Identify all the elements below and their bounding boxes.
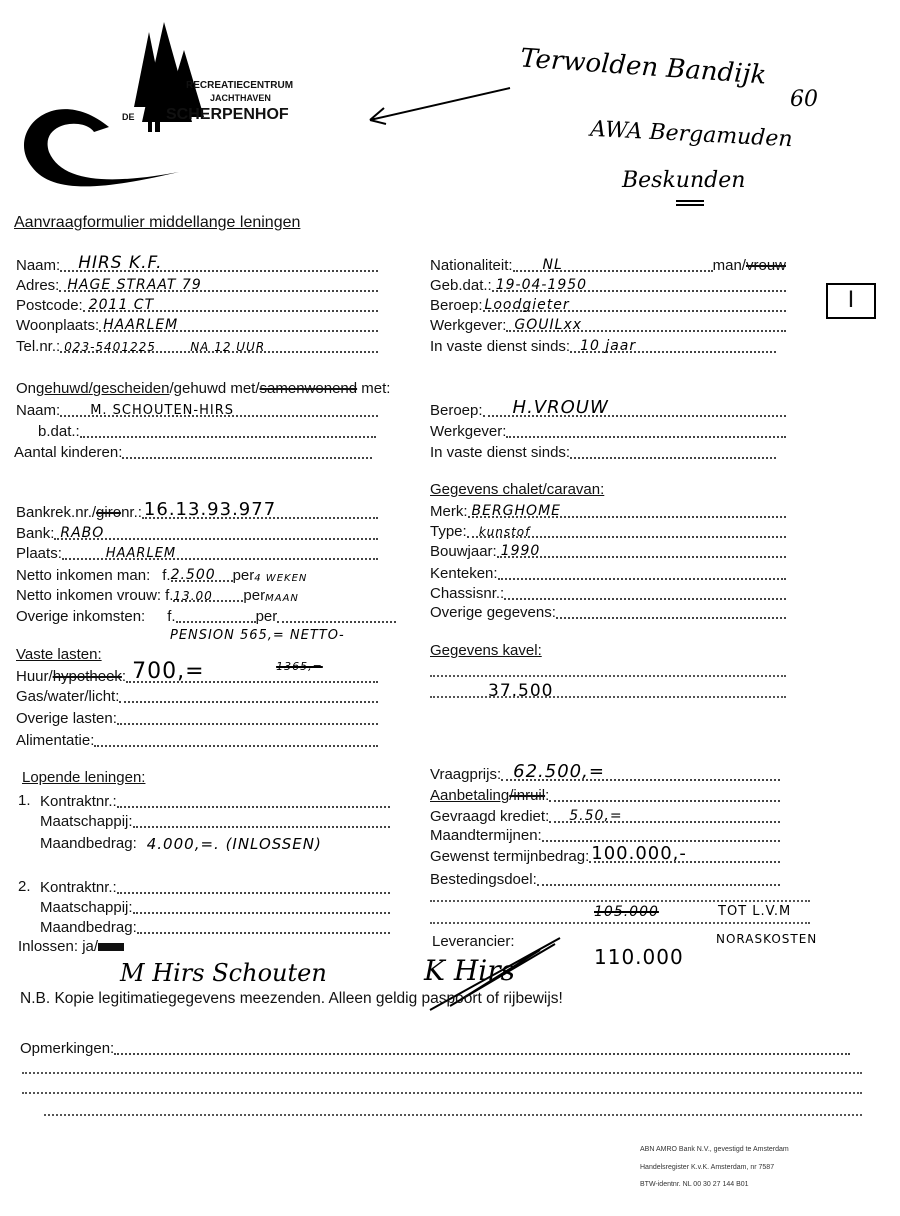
- form-title: Aanvraagformulier middellange leningen: [14, 214, 301, 231]
- huur-label-a: Huur/: [16, 668, 53, 685]
- maandbedrag-label: Maandbedrag:: [40, 835, 137, 852]
- loan1-maatschappij-field[interactable]: [40, 812, 390, 830]
- chalet-heading: Gegevens chalet/caravan:: [430, 481, 605, 498]
- bestedingsdoel-value-struck: 105.000: [594, 904, 659, 920]
- huur-value: 700,=: [132, 659, 205, 684]
- per-label: per: [255, 608, 278, 625]
- loan1-maandbedrag-value: 4.000,=. (INLOSSEN): [146, 835, 322, 853]
- type-value: kunstof: [478, 525, 531, 539]
- adres-field[interactable]: [16, 276, 378, 294]
- loan2-kontrakt-field[interactable]: [40, 878, 390, 896]
- naam-field[interactable]: [16, 253, 378, 274]
- bank-label: Bank:: [16, 525, 55, 542]
- opmerkingen-line-3[interactable]: [22, 1092, 862, 1094]
- merk-label: Merk:: [430, 503, 468, 520]
- status-samenwonend-struck: samenwonend: [259, 380, 358, 397]
- opmerkingen-label: Opmerkingen:: [20, 1040, 115, 1057]
- applicant-signature: M Hirs Schouten: [120, 959, 327, 987]
- bestedingsdoel-line-2[interactable]: [430, 900, 810, 902]
- bestedingsdoel-line-3[interactable]: [430, 922, 810, 924]
- naam-label: Naam:: [16, 257, 61, 274]
- lender-signature: K Hirs: [424, 954, 515, 987]
- leverancier-label: Leverancier:: [432, 933, 515, 950]
- nb-note: N.B. Kopie legitimatiegegevens meezenden. Alleen geldig paspoort of rijbewijs!: [20, 990, 563, 1007]
- partner-bdat-label: b.dat.:: [38, 423, 80, 440]
- bankrek-label-a: Bankrek.nr./: [16, 504, 97, 521]
- kavel-value: 37.500: [488, 681, 554, 701]
- partner-dienst-label: In vaste dienst sinds:: [430, 444, 571, 461]
- partner-beroep-field[interactable]: [430, 397, 786, 419]
- postcode-value: 2011 CT: [88, 297, 155, 313]
- dienst-label: In vaste dienst sinds:: [430, 338, 571, 355]
- inkomen-man-period: 4 WEKEN: [254, 573, 308, 584]
- logo-name: SCHERPENHOF: [166, 106, 289, 123]
- dienst-value: 10 jaar: [580, 338, 637, 354]
- bankrek-label-c: nr.:: [121, 504, 142, 521]
- leverancier-note: NORASKOSTEN: [716, 932, 818, 946]
- kontrakt-label: Kontraktnr.:: [40, 793, 117, 810]
- partner-beroep-label: Beroep:: [430, 402, 483, 419]
- inkomen-vrouw-period: MAAN: [265, 593, 299, 604]
- bank-value: RABO: [60, 525, 105, 541]
- opmerkingen-line-4[interactable]: [44, 1114, 862, 1116]
- termijnbedrag-value: 100.000,-: [591, 843, 687, 864]
- annotation-number: 60: [790, 87, 818, 112]
- inlossen-field[interactable]: [18, 938, 124, 956]
- pension-note: PENSION 565,= NETTO-: [170, 628, 345, 643]
- krediet-field[interactable]: [430, 807, 780, 825]
- termijnen-label: Maandtermijnen:: [430, 827, 542, 844]
- status-gehuwd-met: /gehuwd met/: [169, 380, 260, 397]
- kavel-line-2[interactable]: [430, 696, 786, 698]
- kavel-heading: Gegevens kavel:: [430, 642, 542, 659]
- plaats-field[interactable]: [16, 544, 378, 562]
- bankrek-label: [16, 504, 142, 521]
- overige-gegevens-field[interactable]: [430, 603, 786, 621]
- nationaliteit-field[interactable]: [430, 256, 786, 274]
- arrow-icon: [360, 80, 520, 130]
- logo-prefix: DE: [122, 112, 135, 122]
- woonplaats-label: Woonplaats:: [16, 317, 100, 334]
- vraagprijs-label: Vraagprijs:: [430, 766, 502, 783]
- inkomen-man-value: 2.500: [170, 567, 216, 583]
- footer-line-1: ABN AMRO Bank N.V., gevestigd te Amsterdam: [640, 1146, 789, 1153]
- termijnbedrag-label: Gewenst termijnbedrag:: [430, 848, 590, 865]
- tel-field[interactable]: [16, 337, 378, 355]
- werkgever-value: GOUILxx: [514, 317, 583, 333]
- krediet-value: 5.50,=: [569, 808, 623, 824]
- krediet-label: Gevraagd krediet:: [430, 808, 550, 825]
- huur-label-hypotheek-struck: hypotheek: [52, 668, 122, 685]
- loan-2-number: 2.: [18, 878, 31, 895]
- huur-label-c: :: [121, 668, 127, 685]
- loan2-maandbedrag-field[interactable]: [40, 918, 390, 936]
- aanbetaling-label-a: Aanbetaling: [430, 787, 510, 804]
- partner-naam-field[interactable]: [16, 401, 378, 419]
- annotation-address: Terwolden Bandijk: [519, 43, 768, 91]
- kenteken-field[interactable]: [430, 564, 786, 582]
- bestedingsdoel-label: Bestedingsdoel:: [430, 871, 537, 888]
- beroep-label: Beroep:: [430, 297, 483, 314]
- inkomen-vrouw-value: 13.00: [173, 589, 213, 603]
- gas-label: Gas/water/licht:: [16, 688, 120, 705]
- vraagprijs-value: 62.500,=: [513, 761, 605, 782]
- huur-note: 1365,=: [276, 660, 323, 673]
- kenteken-label: Kenteken:: [430, 565, 498, 582]
- bankrek-field[interactable]: [16, 499, 378, 521]
- per-label: per: [232, 567, 255, 584]
- alimentatie-label: Alimentatie:: [16, 732, 95, 749]
- huur-label: [16, 668, 126, 685]
- naam-value: HIRS K.F.: [78, 253, 163, 273]
- merk-field[interactable]: [430, 502, 786, 520]
- footer-line-3: BTW-identnr. NL 00 30 27 144 B01: [640, 1181, 749, 1188]
- overige-inkomsten-field[interactable]: [16, 607, 396, 625]
- partner-beroep-value: H.VROUW: [512, 397, 609, 418]
- lopende-leningen-heading: Lopende leningen:: [22, 769, 146, 786]
- currency: f.: [165, 587, 174, 604]
- maatschappij-label: Maatschappij:: [40, 813, 133, 830]
- loan1-maandbedrag-field[interactable]: [40, 834, 390, 852]
- maatschappij-label: Maatschappij:: [40, 899, 133, 916]
- kontrakt-label: Kontraktnr.:: [40, 879, 117, 896]
- bankrek-value: 16.13.93.977: [143, 499, 277, 520]
- inkomen-vrouw-field[interactable]: [16, 586, 396, 604]
- bestedingsdoel-field[interactable]: [430, 870, 780, 888]
- inkomen-man-label: Netto inkomen man:: [16, 567, 151, 584]
- nationaliteit-label: Nationaliteit:: [430, 257, 513, 274]
- bank-field[interactable]: [16, 524, 378, 542]
- company-logo: [14, 22, 334, 202]
- merk-value: BERGHOME: [471, 503, 561, 519]
- termijnbedrag-field[interactable]: [430, 843, 780, 865]
- overige-gegevens-label: Overige gegevens:: [430, 604, 556, 621]
- annotation-box: I: [826, 283, 876, 319]
- status-met: met:: [357, 380, 391, 397]
- overige-lasten-label: Overige lasten:: [16, 710, 117, 727]
- adres-label: Adres:: [16, 277, 60, 294]
- gas-field[interactable]: [16, 687, 378, 705]
- tel-note: NA 12 UUR: [190, 340, 266, 354]
- vaste-lasten-heading: Vaste lasten:: [16, 646, 102, 663]
- maandbedrag-label: Maandbedrag:: [40, 919, 137, 936]
- beroep-field[interactable]: [430, 296, 786, 314]
- aanbetaling-field[interactable]: [430, 786, 780, 804]
- gebdat-label: Geb.dat.:: [430, 277, 492, 294]
- partner-dienst-field[interactable]: [430, 443, 776, 461]
- partner-werkgever-label: Werkgever:: [430, 423, 507, 440]
- bankrek-label-giro-struck: giro: [96, 504, 122, 521]
- inkomen-vrouw-label: Netto inkomen vrouw:: [16, 587, 162, 604]
- inkomen-man-field[interactable]: [16, 566, 396, 584]
- aanbetaling-inruil-struck: /inruil: [509, 787, 546, 804]
- gebdat-value: 19-04-1950: [495, 277, 588, 293]
- annotation-org: AWA Bergamuden: [589, 116, 794, 153]
- dienst-field[interactable]: [430, 337, 776, 355]
- woonplaats-value: HAARLEM: [103, 317, 179, 333]
- partner-werkgever-field[interactable]: [430, 422, 786, 440]
- bouwjaar-field[interactable]: [430, 542, 786, 560]
- aanbetaling-label: [430, 787, 549, 804]
- type-label: Type:: [430, 523, 467, 540]
- bestedingsdoel-note: TOT L.V.M: [718, 904, 792, 919]
- partner-naam-label: Naam:: [16, 402, 61, 419]
- adres-value: HAGE STRAAT 79: [67, 277, 202, 293]
- kinderen-field[interactable]: [14, 443, 372, 461]
- opmerkingen-field[interactable]: [20, 1039, 850, 1057]
- chassis-field[interactable]: [430, 584, 786, 602]
- kavel-line-1[interactable]: [430, 675, 786, 677]
- currency: f.: [162, 567, 171, 584]
- postcode-field[interactable]: [16, 296, 378, 314]
- logo-line1: RECREATIECENTRUM: [186, 80, 294, 91]
- kinderen-label: Aantal kinderen:: [14, 444, 123, 461]
- per-label: per: [243, 587, 266, 604]
- woonplaats-field[interactable]: [16, 316, 378, 334]
- opmerkingen-line-2[interactable]: [22, 1072, 862, 1074]
- footer-line-2: Handelsregister K.v.K. Amsterdam, nr 7587: [640, 1164, 775, 1171]
- status-sep: /: [88, 380, 93, 397]
- partner-bdat-field[interactable]: [38, 422, 376, 440]
- tel-label: Tel.nr.:: [16, 338, 61, 355]
- werkgever-field[interactable]: [430, 316, 786, 334]
- status-gescheiden-struck: gescheiden: [92, 380, 170, 397]
- plaats-value: HAARLEM: [105, 546, 177, 561]
- bouwjaar-label: Bouwjaar:: [430, 543, 497, 560]
- currency: f.: [167, 608, 176, 625]
- aanbetaling-label-c: :: [545, 787, 550, 804]
- huur-field[interactable]: [16, 659, 378, 685]
- total-value: 110.000: [594, 945, 684, 969]
- overige-lasten-field[interactable]: [16, 709, 378, 727]
- loan2-maatschappij-field[interactable]: [40, 898, 390, 916]
- nationaliteit-value: NL: [542, 257, 563, 273]
- gebdat-field[interactable]: [430, 276, 786, 294]
- annotation-underline: [676, 200, 704, 206]
- loan-1-number: 1.: [18, 792, 31, 809]
- plaats-label: Plaats:: [16, 545, 62, 562]
- loan1-kontrakt-field[interactable]: [40, 792, 390, 810]
- alimentatie-field[interactable]: [16, 731, 378, 749]
- sex-vrouw-struck[interactable]: vrouw: [745, 257, 786, 274]
- tel-value: 023-5401225: [64, 340, 156, 354]
- marital-status[interactable]: [16, 380, 390, 398]
- termijnen-field[interactable]: [430, 826, 780, 844]
- bouwjaar-value: 1990: [500, 543, 541, 559]
- sex-man[interactable]: man/: [712, 257, 746, 274]
- status-part: On: [16, 380, 37, 397]
- nee-redacted: [98, 943, 124, 951]
- werkgever-label: Werkgever:: [430, 317, 507, 334]
- inlossen-label: Inlossen: ja/: [18, 938, 99, 955]
- partner-naam-value: M. SCHOUTEN-HIRS: [90, 403, 234, 418]
- annotation-place: Beskunden: [622, 168, 746, 193]
- overige-inkomsten-label: Overige inkomsten:: [16, 608, 146, 625]
- logo-line2: JACHTHAVEN: [210, 93, 271, 103]
- status-gehuwd: gehuwd: [36, 380, 89, 397]
- vraagprijs-field[interactable]: [430, 761, 780, 783]
- beroep-value: Loodgieter: [484, 297, 570, 313]
- postcode-label: Postcode:: [16, 297, 83, 314]
- type-field[interactable]: [430, 522, 786, 540]
- chassis-label: Chassisnr.:: [430, 585, 505, 602]
